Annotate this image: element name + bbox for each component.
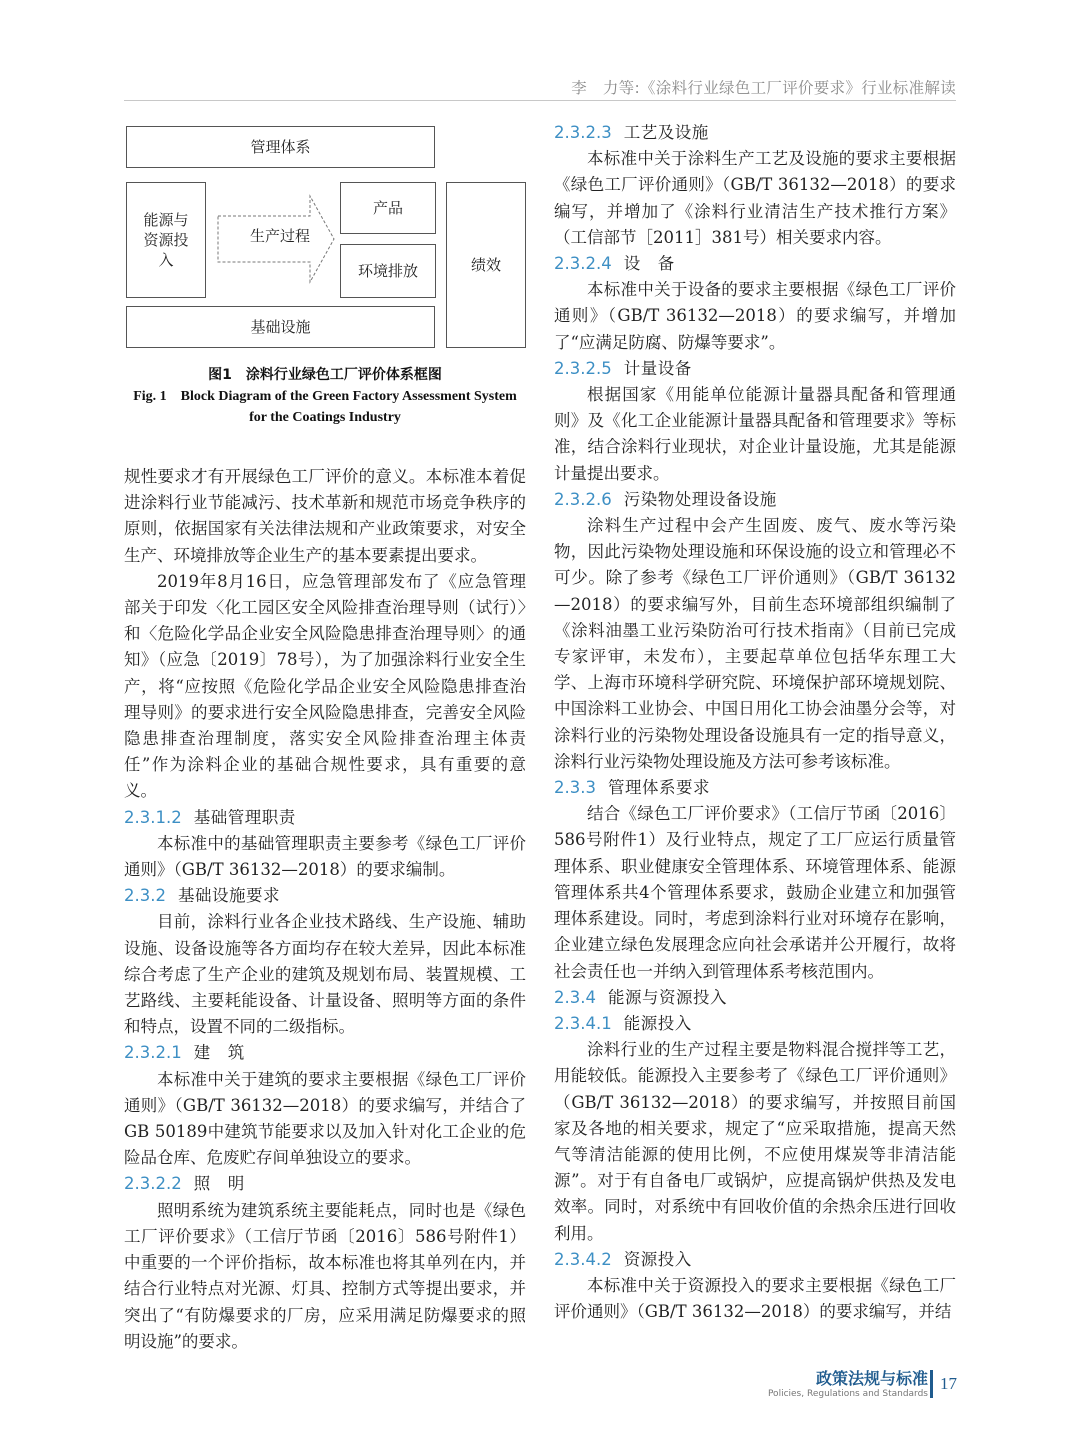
section-title: 照 明: [193, 1174, 245, 1194]
section-number: 2.3.1.2: [124, 807, 182, 827]
section-heading-2-3-2-6: [554, 487, 956, 513]
section-number: 2.3.2.3: [554, 123, 612, 142]
paragraph: 涂料行业的生产过程主要是物料混合搅拌等工艺，用能较低。能源投入主要参考了《绿色工厂评价通则》（GB/T 36132—2018）的要求编写，并按照目前国家及各地的相关要求，规定了“应采取措施，提高天然气等清洁能源的使用比例，不应使用煤炭等非清洁能源”。对于有自备电厂或锅炉，应提高锅炉供热及发电效率。同时，对系统中有回收价值的余热余压进行回收利用。: [554, 1040, 956, 1243]
section-number: 2.3.2.5: [554, 358, 612, 378]
section-heading-2-3-2: [124, 883, 526, 909]
header-rule: [124, 100, 956, 101]
paragraph: 根据国家《用能单位能源计量器具配备和管理通则》及《化工企业能源计量器具配备和管理要求》等标准，结合涂料行业现状，对企业计量设施，尤其是能源计量提出要求。: [554, 385, 956, 483]
box-environmental-emission: 环境排放: [340, 244, 436, 298]
section-title: 基础设施要求: [177, 886, 280, 906]
block-diagram: [124, 118, 526, 348]
footer-divider: [930, 1370, 933, 1398]
paragraph: 2019年8月16日，应急管理部发布了《应急管理部关于印发〈化工园区安全风险排查治理导则（试行）〉和〈危险化学品企业安全风险隐患排查治理导则〉的通知》（应急〔2019〕78号），为了加强涂料行业安全生产，将“应按照《危险化学品企业安全风险隐患排查治理导则》的要求进行安全风险隐患排查，完善安全风险隐患排查治理制度，落实安全风险排查治理主体责任”作为涂料企业的基础合规性要求，具有重要的意义。: [124, 571, 526, 801]
section-heading-2-3-1-2: [124, 805, 526, 831]
section-number: 2.3.3: [554, 778, 596, 798]
section-number: 2.3.4: [554, 987, 596, 1007]
section-number: 2.3.4.1: [554, 1013, 612, 1033]
section-number: 2.3.2: [124, 886, 166, 906]
section-title: 基础管理职责: [193, 807, 296, 827]
section-title: 能源投入: [623, 1013, 692, 1033]
box-product: 产品: [340, 182, 436, 234]
section-title: 计量设备: [623, 358, 692, 378]
section-title: 资源投入: [623, 1249, 692, 1269]
paragraph: 照明系统为建筑系统主要能耗点，同时也是《绿色工厂评价要求》（工信厅节函〔2016〕586号附件1）中重要的一个评价指标，故本标准也将其单列在内，并结合行业特点对光源、灯具、控制方式等提出要求，并突出了“有防爆要求的厂房，应采用满足防爆要求的照明设施”的要求。: [124, 1200, 526, 1351]
paragraph: 本标准中的基础管理职责主要参考《绿色工厂评价通则》（GB/T 36132—2018）的要求编制。: [124, 833, 526, 880]
box-performance: 绩效: [446, 182, 526, 348]
box-production-process: 生产过程: [249, 227, 310, 245]
paragraph: 结合《绿色工厂评价要求》（工信厅节函〔2016〕586号附件1）及行业特点，规定了工厂应运行质量管理体系、职业健康安全管理体系、环境管理体系、能源管理体系共4个管理体系要求，鼓励企业建立和加强管理体系建设。同时，考虑到涂料行业对环境存在影响，企业建立绿色发展理念应向社会承诺并公开履行，故将社会责任也一并纳入到管理体系考核范围内。: [554, 804, 956, 981]
section-heading-2-3-2-1: [124, 1040, 526, 1066]
left-column: [124, 118, 526, 1351]
page-number: 17: [940, 1374, 957, 1393]
section-number: 2.3.4.2: [554, 1249, 612, 1269]
section-heading-2-3-2-4: [554, 251, 956, 277]
section-heading-2-3-4: [554, 985, 956, 1011]
section-title: 工艺及设施: [623, 123, 709, 142]
section-number: 2.3.2.2: [124, 1174, 182, 1194]
section-title: 管理体系要求: [607, 778, 710, 798]
section-heading-2-3-4-2: [554, 1247, 956, 1273]
section-heading-2-3-2-3: [554, 120, 956, 146]
journal-section-title: 政策法规与标准: [815, 1369, 928, 1388]
paragraph: 规性要求才有开展绿色工厂评价的意义。本标准本着促进涂料行业节能减污、技术革新和规范市场竞争秩序的原则，依据国家有关法律法规和产业政策要求，对安全生产、环境排放等企业生产的基本要素提出要求。: [124, 467, 526, 565]
section-number: 2.3.2.6: [554, 489, 612, 509]
section-heading-2-3-2-2: [124, 1171, 526, 1197]
section-number: 2.3.2.1: [124, 1043, 182, 1063]
section-heading-2-3-2-5: [554, 356, 956, 382]
figure-caption-en: Fig. 1 Block Diagram of the Green Factory Assessment System for the Coatings Industry: [133, 389, 517, 425]
running-head: 李 力等:《涂料行业绿色工厂评价要求》行业标准解读: [571, 79, 956, 97]
box-management-system: 管理体系: [126, 126, 435, 168]
figure-caption-zh: 图1 涂料行业绿色工厂评价体系框图: [208, 367, 442, 383]
paragraph: 本标准中关于涂料生产工艺及设施的要求主要根据《绿色工厂评价通则》（GB/T 36132—2018）的要求编写，并增加了《涂料行业清洁生产技术推行方案》（工信部节［2011］381号）相关要求内容。: [554, 149, 956, 247]
section-title: 能源与资源投入: [607, 987, 727, 1007]
paragraph: 本标准中关于资源投入的要求主要根据《绿色工厂评价通则》（GB/T 36132—2018）的要求编写，并结: [554, 1275, 956, 1322]
box-infrastructure: 基础设施: [126, 306, 435, 348]
right-column: [554, 120, 956, 1325]
section-heading-2-3-4-1: [554, 1011, 956, 1037]
section-heading-2-3-3: [554, 775, 956, 801]
journal-section-subtitle: Policies, Regulations and Standards: [767, 1389, 928, 1399]
paragraph: 目前，涂料行业各企业技术路线、生产设施、辅助设施、设备设施等各方面均存在较大差异，因此本标准综合考虑了生产企业的建筑及规划布局、装置规模、工艺路线、主要耗能设备、计量设备、照明等方面的条件和特点，设置不同的二级指标。: [124, 912, 526, 1037]
section-title: 设 备: [623, 254, 675, 274]
box-energy-resource-input: 能源与资源投入: [126, 182, 206, 298]
paragraph: 涂料生产过程中会产生固废、废气、废水等污染物，因此污染物处理设施和环保设施的设立和管理必不可少。除了参考《绿色工厂评价通则》（GB/T 36132—2018）的要求编写外，目前生态环境部组织编制了《涂料油墨工业污染防治可行技术指南》（目前已完成专家评审，未发布），主要起草单位包括华东理工大学、上海市环境科学研究院、环境保护部环境规划院、中国涂料工业协会、中国日用化工协会油墨分会等，对涂料行业的污染物处理设备设施具有一定的指导意义，涂料行业污染物处理设施及方法可参考该标准。: [554, 516, 956, 771]
left-body-text: [124, 464, 526, 1355]
section-title: 建 筑: [193, 1043, 245, 1063]
paragraph: 本标准中关于建筑的要求主要根据《绿色工厂评价通则》（GB/T 36132—2018）的要求编写，并结合了GB 50189中建筑节能要求以及加入针对化工企业的危险品仓库、危废贮存间单独设立的要求。: [124, 1069, 526, 1168]
paragraph: 本标准中关于设备的要求主要根据《绿色工厂评价通则》（GB/T 36132—2018）的要求编写，并增加了“应满足防腐、防爆等要求”。: [554, 280, 956, 352]
section-number: 2.3.2.4: [554, 254, 612, 274]
figure-1: [124, 118, 526, 430]
section-title: 污染物处理设备设施: [623, 489, 777, 509]
